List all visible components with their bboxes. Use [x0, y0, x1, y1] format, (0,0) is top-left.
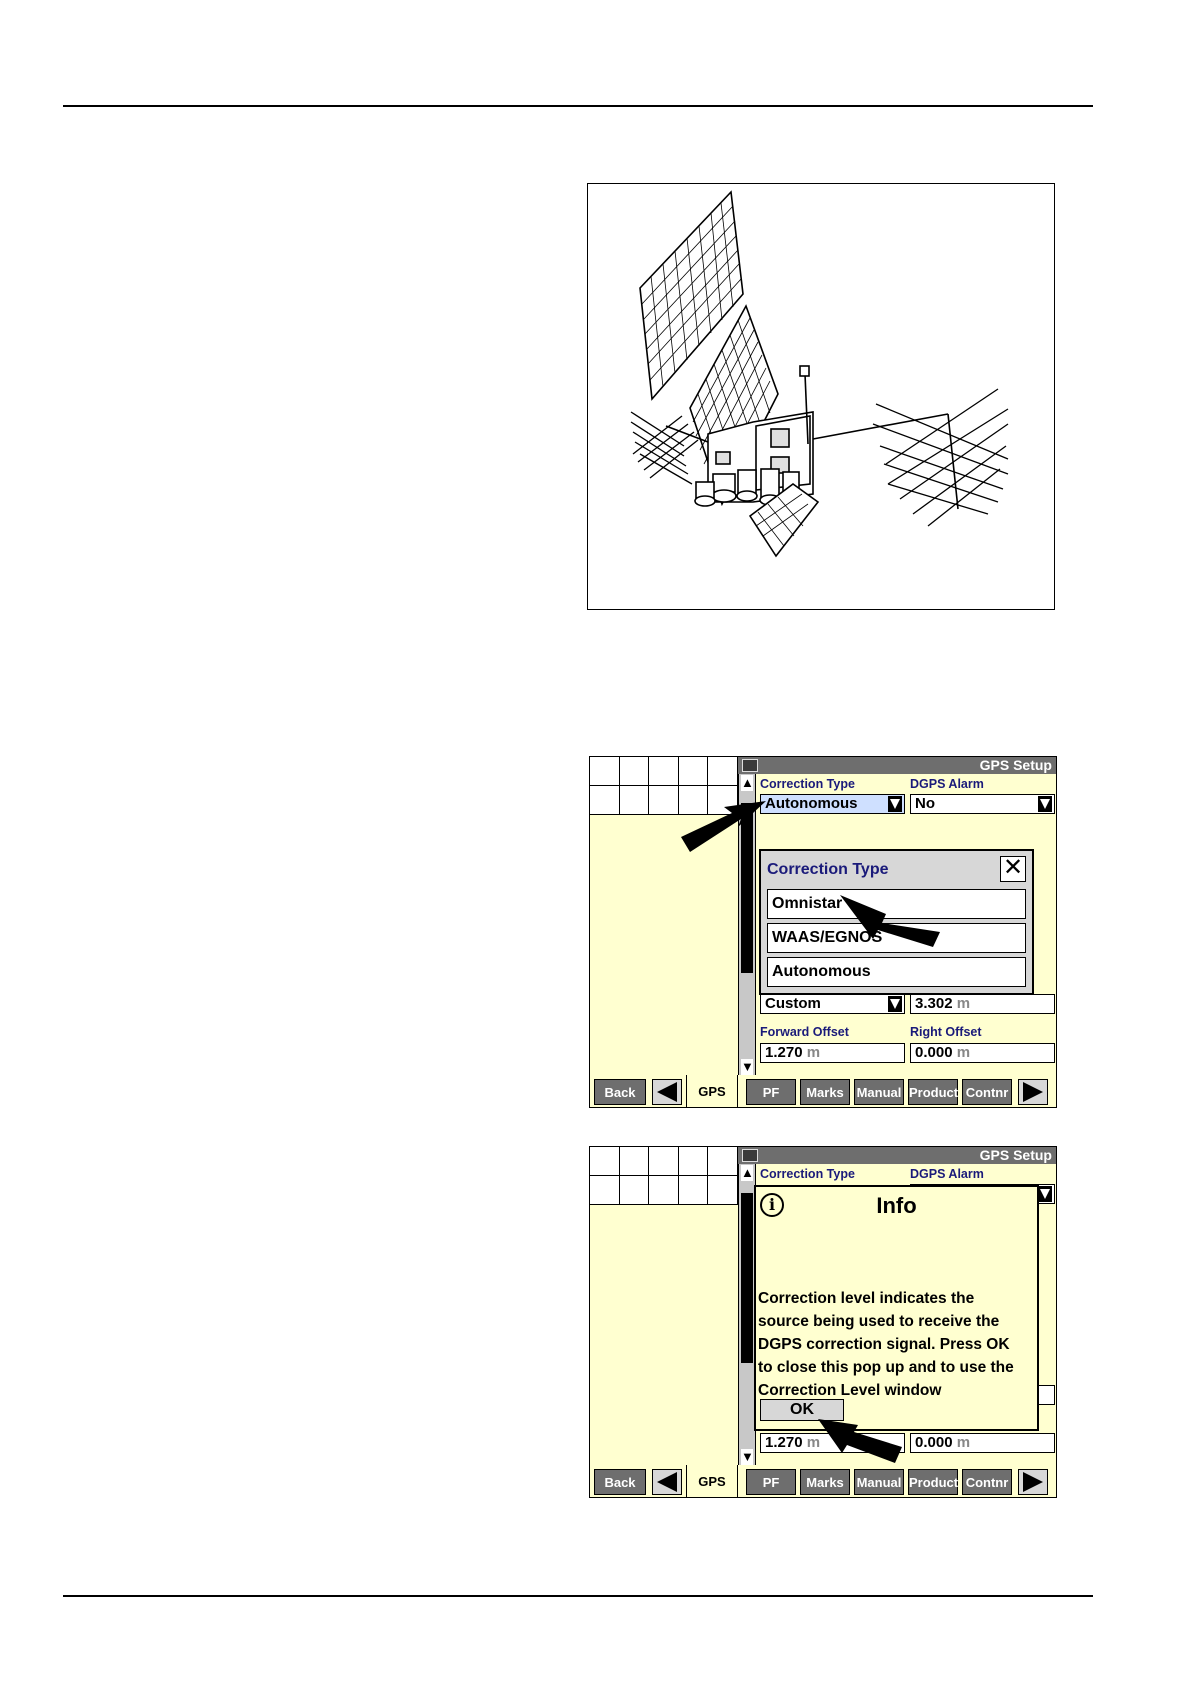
manual-button[interactable]: Manual — [854, 1079, 904, 1105]
top-rule — [63, 105, 1093, 107]
screen-title: GPS Setup — [979, 757, 1052, 773]
bottom-rule — [63, 1595, 1093, 1597]
callout-arrow-icon — [590, 1147, 1057, 1498]
scroll-down-icon[interactable]: ▼ — [741, 1449, 754, 1464]
marks-button[interactable]: Marks — [800, 1079, 850, 1105]
correction-type-label: Correction Type — [760, 1167, 855, 1181]
right-offset-value: 0.000 — [915, 1044, 953, 1061]
info-line: Correction Level window — [758, 1382, 942, 1399]
satellite-illustration — [588, 184, 1054, 609]
pf-button[interactable]: PF — [746, 1469, 796, 1495]
tab-gps[interactable]: GPS — [686, 1075, 738, 1107]
contnr-button[interactable]: Contnr — [962, 1079, 1012, 1105]
right-offset-value: 0.000 — [915, 1434, 953, 1451]
popup-title: Correction Type — [767, 861, 889, 878]
forward-offset-label: Forward Offset — [760, 1025, 849, 1039]
marks-button[interactable]: Marks — [800, 1469, 850, 1495]
satellite-figure — [587, 183, 1055, 610]
contnr-button[interactable]: Contnr — [962, 1469, 1012, 1495]
scroll-down-icon[interactable]: ▼ — [741, 1059, 754, 1074]
info-title: Info — [876, 1193, 917, 1218]
antenna-mode-value: Custom — [765, 995, 821, 1012]
correction-type-value: Autonomous — [765, 795, 858, 812]
info-line: DGPS correction signal. Press OK — [758, 1336, 1010, 1353]
back-button[interactable]: Back — [594, 1469, 646, 1495]
close-icon[interactable]: ✕ — [1000, 856, 1026, 882]
unit-label: m — [956, 1434, 971, 1451]
scroll-up-icon[interactable]: ▲ — [741, 775, 754, 790]
pf-button[interactable]: PF — [746, 1079, 796, 1105]
manual-button[interactable]: Manual — [854, 1469, 904, 1495]
tab-gps[interactable]: GPS — [686, 1465, 738, 1497]
dgps-alarm-label: DGPS Alarm — [910, 777, 984, 791]
option-autonomous[interactable]: Autonomous — [767, 957, 1026, 987]
back-button[interactable]: Back — [594, 1079, 646, 1105]
info-line: source being used to receive the — [758, 1313, 1000, 1330]
dgps-alarm-value: No — [915, 795, 935, 812]
info-line: Correction level indicates the — [758, 1290, 975, 1307]
product-button[interactable]: Product — [908, 1469, 958, 1495]
forward-offset-value: 1.270 — [765, 1434, 803, 1451]
scroll-up-icon[interactable]: ▲ — [741, 1165, 754, 1180]
info-line: to close this pop up and to use the — [758, 1359, 1014, 1376]
dgps-alarm-label: DGPS Alarm — [910, 1167, 984, 1181]
right-offset-label: Right Offset — [910, 1025, 982, 1039]
unit-label: m — [956, 1044, 971, 1061]
info-icon: i — [760, 1193, 784, 1217]
correction-type-label: Correction Type — [760, 777, 855, 791]
unit-label: m — [956, 995, 971, 1012]
product-button[interactable]: Product — [908, 1079, 958, 1105]
antenna-height-value: 3.302 — [915, 995, 953, 1012]
screen-title: GPS Setup — [979, 1147, 1052, 1163]
gps-setup-screen-correction-type — [589, 756, 1057, 1108]
unit-label: m — [806, 1434, 821, 1451]
option-omnistar[interactable]: Omnistar — [767, 889, 1026, 919]
gps-setup-screen-info — [589, 1146, 1057, 1498]
ok-button[interactable]: OK — [760, 1399, 844, 1421]
option-waas-egnos[interactable]: WAAS/EGNOS — [767, 923, 1026, 953]
unit-label: m — [806, 1044, 821, 1061]
forward-offset-value: 1.270 — [765, 1044, 803, 1061]
callout-arrow-icon — [590, 757, 1057, 1108]
